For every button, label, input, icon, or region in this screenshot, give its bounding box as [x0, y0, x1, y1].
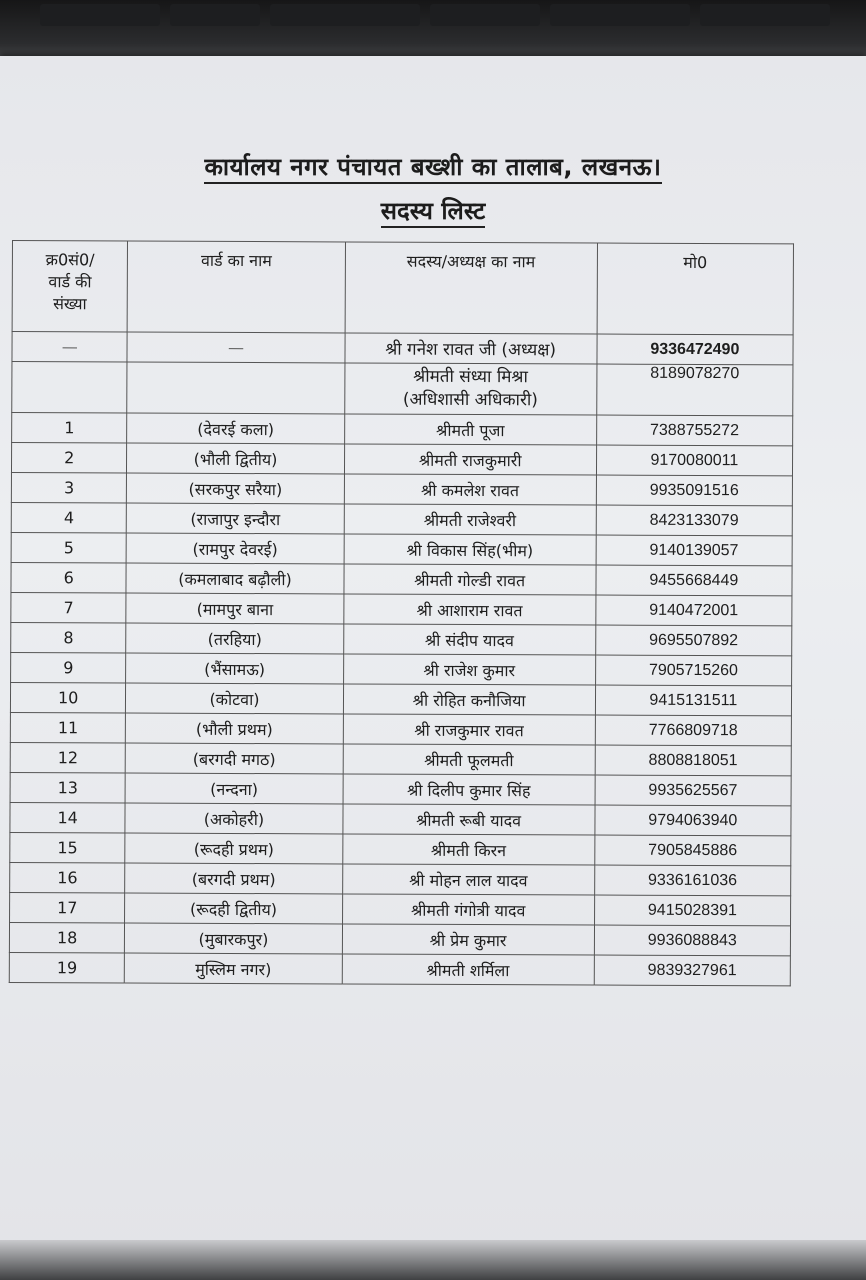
ward-serial: 18 — [9, 922, 125, 953]
background-keyboard — [0, 0, 866, 62]
ward-serial: 6 — [11, 562, 127, 593]
ward-name: (भैंसामऊ) — [126, 653, 343, 684]
member-name: श्रीमती फूलमती — [343, 744, 595, 775]
ward-serial: 13 — [10, 772, 126, 803]
ward-name: (मुबारकपुर) — [125, 923, 342, 954]
member-mobile: 7905845886 — [594, 835, 790, 866]
ward-serial: 3 — [11, 472, 127, 503]
table-row — [11, 622, 792, 655]
chairman-name: श्री गनेश रावत जी (अध्यक्ष) — [345, 333, 597, 364]
chairman-ward: — — [127, 332, 344, 363]
officer-serial — [12, 362, 128, 414]
ward-serial: 1 — [12, 413, 128, 444]
ward-name: (कोटवा) — [126, 683, 343, 714]
officer-mobile: 8189078270 — [596, 364, 793, 416]
member-name: श्रीमती किरन — [342, 834, 594, 865]
member-mobile: 7388755272 — [596, 415, 792, 446]
member-mobile: 7905715260 — [595, 655, 791, 686]
officer-name-line1: श्रीमती संध्या मिश्रा — [413, 366, 528, 388]
ward-name: (भौली द्वितीय) — [127, 443, 344, 474]
table-row — [10, 742, 791, 775]
member-name: श्री विकास सिंह(भीम) — [344, 534, 596, 565]
ward-name: (देवरई कला) — [127, 413, 344, 444]
table-row — [11, 472, 792, 505]
ward-name: (भौली प्रथम) — [126, 713, 343, 744]
ward-serial: 8 — [11, 622, 127, 653]
member-mobile: 9935625567 — [595, 775, 791, 806]
table-row — [11, 592, 792, 625]
member-mobile: 9170080011 — [596, 445, 792, 476]
ward-name: (रामपुर देवरई) — [126, 533, 343, 564]
ward-serial: 14 — [10, 802, 126, 833]
member-mobile: 9415131511 — [595, 685, 791, 716]
member-mobile: 9695507892 — [595, 625, 791, 656]
table-row — [9, 952, 790, 985]
ward-name: मुस्लिम नगर) — [125, 953, 342, 984]
member-name: श्री रोहित कनौजिया — [343, 684, 595, 715]
ward-serial: 4 — [11, 502, 127, 533]
member-mobile: 9415028391 — [594, 895, 790, 926]
list-subtitle — [0, 194, 866, 227]
ward-serial: 9 — [11, 652, 127, 683]
table-row — [11, 532, 792, 565]
member-name: श्री राजकुमार रावत — [343, 714, 595, 745]
member-name: श्री आशाराम रावत — [343, 594, 595, 625]
table-row — [10, 802, 791, 835]
table-row — [9, 922, 790, 955]
ward-name: (तरहिया) — [126, 623, 343, 654]
member-name: श्रीमती गंगोत्री यादव — [342, 894, 594, 925]
member-header: सदस्य/अध्यक्ष का नाम — [345, 242, 598, 334]
table-row — [10, 892, 791, 925]
header-row — [12, 241, 793, 335]
member-name: श्री मोहन लाल यादव — [342, 864, 594, 895]
member-mobile: 9794063940 — [595, 805, 791, 836]
table-row — [10, 712, 791, 745]
serial-header — [12, 241, 128, 333]
serial-header-line1: क्र0सं0/ — [45, 250, 95, 270]
member-name: श्रीमती रूबी यादव — [342, 804, 594, 835]
chairman-row — [12, 332, 793, 365]
table-row — [10, 772, 791, 805]
ward-name: (सरकपुर सरैया) — [127, 473, 344, 504]
member-mobile: 9455668449 — [596, 565, 792, 596]
serial-header-line3: संख्या — [53, 294, 87, 314]
ward-serial: 11 — [10, 712, 126, 743]
table-row — [12, 413, 793, 446]
officer-ward — [127, 362, 344, 414]
bottom-shadow — [0, 1240, 866, 1280]
ward-serial: 5 — [11, 532, 127, 563]
ward-name: (अकोहरी) — [125, 803, 342, 834]
serial-header-line2: वार्ड की — [48, 272, 92, 292]
member-mobile: 9336161036 — [594, 865, 790, 896]
ward-serial: 19 — [9, 952, 125, 983]
ward-name: (रूदही द्वितीय) — [125, 893, 342, 924]
ward-serial: 10 — [10, 682, 126, 713]
member-mobile: 9935091516 — [596, 475, 792, 506]
member-name: श्रीमती राजेश्वरी — [344, 504, 596, 535]
member-mobile: 7766809718 — [595, 715, 791, 746]
ward-name: (नन्दना) — [125, 773, 342, 804]
ward-name: (रूदही प्रथम) — [125, 833, 342, 864]
member-mobile: 8423133079 — [596, 505, 792, 536]
member-mobile: 8808818051 — [595, 745, 791, 776]
ward-serial: 2 — [11, 443, 127, 474]
ward-name: (बरगदी प्रथम) — [125, 863, 342, 894]
list-subtitle-text: सदस्य लिस्ट — [381, 197, 486, 228]
ward-name: (राजापुर इन्दौरा — [127, 503, 344, 534]
ward-serial: 7 — [11, 592, 127, 623]
ward-header: वार्ड का नाम — [128, 241, 346, 333]
table-row — [11, 502, 792, 535]
ward-name: (मामपुर बाना — [126, 593, 343, 624]
ward-serial: 16 — [10, 862, 126, 893]
table-row — [10, 832, 791, 865]
member-name: श्रीमती शर्मिला — [342, 954, 594, 985]
ward-serial: 15 — [10, 832, 126, 863]
chairman-serial: — — [12, 332, 128, 363]
table-row — [11, 652, 792, 685]
office-title-text: कार्यालय नगर पंचायत बख्शी का तालाब, लखनऊ। — [204, 153, 661, 184]
officer-name — [344, 363, 596, 415]
table-row — [11, 443, 792, 476]
ward-serial: 17 — [10, 892, 126, 923]
mobile-header: मो0 — [597, 243, 794, 335]
member-mobile: 9140472001 — [596, 595, 792, 626]
ward-name: (बरगदी मगठ) — [126, 743, 343, 774]
member-mobile: 9140139057 — [596, 535, 792, 566]
member-name: श्रीमती पूजा — [344, 414, 596, 445]
table-row — [11, 562, 792, 595]
member-name: श्रीमती राजकुमारी — [344, 444, 596, 475]
table-row — [10, 682, 791, 715]
member-name: श्री दिलीप कुमार सिंह — [343, 774, 595, 805]
officer-name-line2: (अधिशासी अधिकारी) — [402, 389, 539, 411]
member-table — [9, 240, 794, 986]
officer-row — [12, 362, 793, 416]
table-row — [10, 862, 791, 895]
member-mobile: 9936088843 — [594, 925, 790, 956]
ward-serial: 12 — [10, 742, 126, 773]
member-name: श्री संदीप यादव — [343, 624, 595, 655]
member-name: श्री कमलेश रावत — [344, 474, 596, 505]
member-name: श्री राजेश कुमार — [343, 654, 595, 685]
office-title — [0, 150, 866, 183]
member-name: श्री प्रेम कुमार — [342, 924, 594, 955]
member-mobile: 9839327961 — [594, 955, 790, 986]
ward-name: (कमलाबाद बढ़ौली) — [126, 563, 343, 594]
chairman-mobile: 9336472490 — [597, 334, 793, 365]
member-name: श्रीमती गोल्डी रावत — [344, 564, 596, 595]
